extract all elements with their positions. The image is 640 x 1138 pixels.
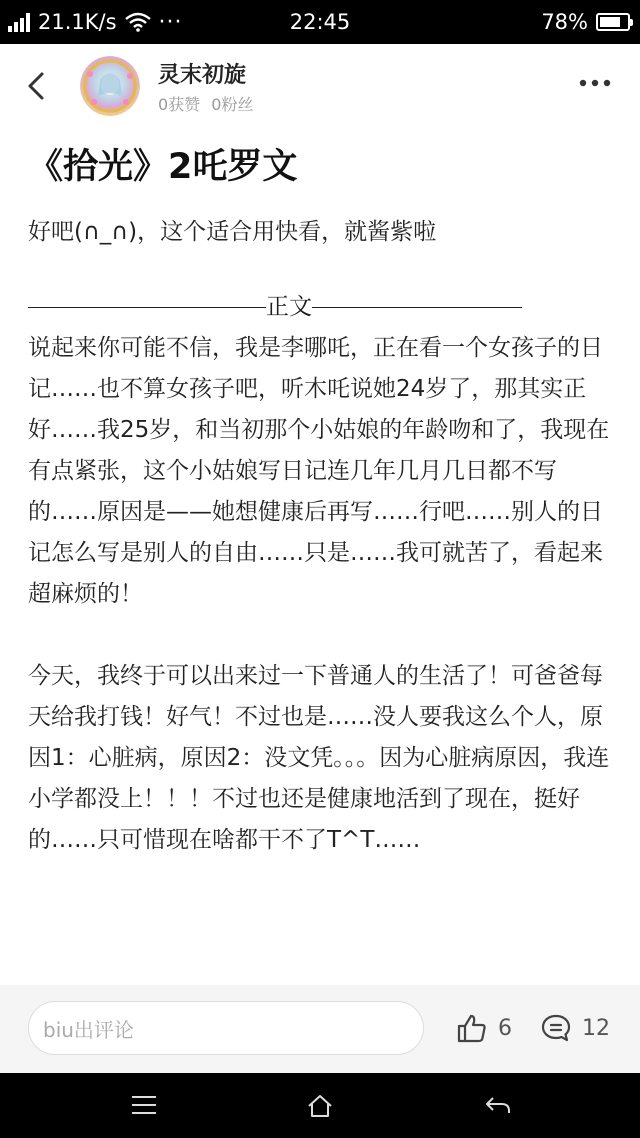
author-name[interactable]: 灵末初旋: [158, 63, 247, 88]
author-stats: [158, 92, 253, 115]
comment-input[interactable]: biu出评论: [28, 1001, 424, 1055]
section-divider: [28, 287, 618, 328]
back-icon[interactable]: [484, 1093, 512, 1117]
home-icon[interactable]: [306, 1093, 334, 1119]
fans-count: 0粉丝: [211, 95, 254, 114]
comment-bar: [0, 985, 640, 1073]
system-nav-bar: [0, 1073, 640, 1138]
comment-icon: [540, 1013, 572, 1043]
clock: 22:45: [289, 10, 351, 34]
article-header: [0, 44, 640, 130]
battery-percent: 78%: [541, 10, 588, 34]
article-title: 《拾光》2吒罗文: [28, 147, 298, 187]
article-paragraph: 今天，我终于可以出来过一下普通人的生活了！可爸爸每天给我打钱！好气！不过也是……没人要我这么个人，原因1：心脏病，原因2：没文凭。。。因为心脏病原因，我连小学都没上！！！不过也还是健康地活到了现在，挺好的……只可惜现在啥都干不了T^T……: [28, 663, 610, 853]
article-intro: 好吧(∩_∩)，这个适合用快看，就酱紫啦: [28, 219, 437, 245]
back-arrow-icon[interactable]: [22, 66, 52, 106]
thumbs-up-icon: [456, 1013, 488, 1043]
article-paragraph: 说起来你可能不信，我是李哪吒，正在看一个女孩子的日记……也不算女孩子吧，听木吒说她24岁了，那其实正好……我25岁，和当初那个小姑娘的年龄吻和了，我现在有点紧张，这个小姑娘写日记连几年几月几日都不写的……原因是——她想健康后再写……行吧……别人的日记怎么写是别人的自由……只是……我可就苦了，看起来超麻烦的！: [28, 335, 610, 607]
likes-received: 0获赞: [158, 95, 201, 114]
battery-level: [600, 17, 620, 27]
comment-count: 12: [582, 1015, 610, 1041]
like-count: 6: [498, 1015, 512, 1041]
comment-button[interactable]: [540, 1013, 610, 1043]
menu-icon[interactable]: [130, 1093, 158, 1117]
network-speed: 21.1K/s: [38, 10, 117, 34]
battery-icon: [596, 13, 630, 31]
article-content: [28, 140, 618, 861]
more-status-dots: ···: [158, 9, 183, 35]
avatar[interactable]: [80, 56, 140, 116]
more-options-icon[interactable]: [578, 78, 612, 88]
divider-label: 正文: [266, 294, 312, 320]
like-button[interactable]: [456, 1013, 512, 1043]
status-bar: [0, 0, 640, 44]
